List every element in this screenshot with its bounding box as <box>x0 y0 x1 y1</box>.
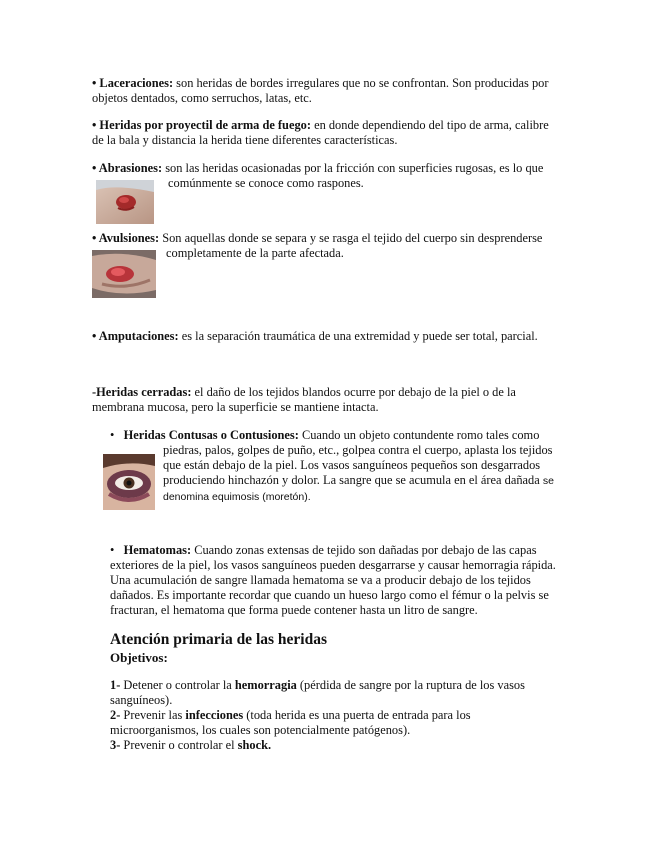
item-contusas <box>110 428 580 443</box>
text-laceraciones: son heridas de bordes irregulares que no se confrontan. Son producidas por objetos dentados, como serruchos, latas, etc. <box>92 76 549 105</box>
abrasion-wound-photo <box>96 180 154 224</box>
term-avulsiones: • Avulsiones: <box>92 231 160 245</box>
text-hematomas-rest: exteriores de la piel, los vasos sanguíneos pueden desgarrarse y causar hemorragia rápida. Una acumulación de sangre llamada hematoma se va a producir debajo de los tejidos dañados. Es importante recordar que cuando un hueso largo como el fémur o la pelvis se fracturan, el hematoma que forma puede contener hasta un litro de sangre. <box>110 558 556 617</box>
bullet-hematomas: • <box>110 543 115 557</box>
bullet-contusas: • <box>110 428 115 442</box>
text-contusas-rest <box>163 443 563 505</box>
text-avulsiones-2: completamente de la parte afectada. <box>166 246 344 260</box>
text-cerradas: el daño de los tejidos blandos ocurre por debajo de la piel o de la membrana mucosa, pero la superficie se mantiene intacta. <box>92 385 516 414</box>
text-contusas-1: Cuando un objeto contundente romo tales como <box>298 428 540 442</box>
term-contusas: Heridas Contusas o Contusiones: <box>123 428 299 442</box>
section-heading-atencion: Atención primaria de las heridas <box>110 631 327 648</box>
item-laceraciones <box>92 76 562 106</box>
goal-2-bold: infecciones <box>185 708 244 722</box>
text-abrasiones-2: comúnmente se conoce como raspones. <box>168 176 364 190</box>
term-hematomas: Hematomas: <box>123 543 192 557</box>
term-cerradas: -Heridas cerradas: <box>92 385 192 399</box>
goal-2-post: (toda herida es una puerta de entrada para los microorganismos, los cuales son potencialmente patógenos). <box>110 708 471 737</box>
item-avulsiones <box>92 231 572 246</box>
text-amputaciones: es la separación traumática de una extremidad y puede ser total, parcial. <box>178 329 538 343</box>
term-abrasiones: • Abrasiones: <box>92 161 163 175</box>
goal-3-number: 3- <box>110 738 121 752</box>
goal-2 <box>110 708 550 738</box>
text-avulsiones-1: Son aquellas donde se separa y se rasga el tejido del cuerpo sin desprenderse <box>159 231 543 245</box>
goal-3-pre: Prevenir o controlar el <box>120 738 238 752</box>
item-abrasiones <box>92 161 572 176</box>
term-proyectil: • Heridas por proyectil de arma de fuego: <box>92 118 311 132</box>
goal-1-bold: hemorragia <box>234 678 297 692</box>
goal-1-number: 1- <box>110 678 121 692</box>
goal-1 <box>110 678 550 708</box>
item-hematomas <box>110 543 580 558</box>
section-heridas-cerradas <box>92 385 562 415</box>
goal-1-pre: Detener o controlar la <box>120 678 235 692</box>
item-amputaciones <box>92 329 572 344</box>
text-abrasiones-1: son las heridas ocasionadas por la fricción con superficies rugosas, es lo que <box>162 161 544 175</box>
text-proyectil: en donde dependiendo del tipo de arma, calibre de la bala y distancia la herida tiene diferentes características. <box>92 118 549 147</box>
goal-2-pre: Prevenir las <box>120 708 186 722</box>
text-hematomas-1: Cuando zonas extensas de tejido son dañadas por debajo de las capas <box>191 543 537 557</box>
goal-3 <box>110 738 550 753</box>
item-proyectil <box>92 118 562 148</box>
subheading-objetivos: Objetivos: <box>110 650 168 665</box>
goal-1-post: (pérdida de sangre por la ruptura de los vasos sanguíneos). <box>110 678 525 707</box>
goal-2-number: 2- <box>110 708 121 722</box>
term-laceraciones: • Laceraciones: <box>92 76 174 90</box>
avulsion-wound-photo <box>92 250 156 298</box>
text-contusas-body: piedras, palos, golpes de puño, etc., golpea contra el cuerpo, aplasta los tejidos que están debajo de la piel. Los vasos sanguíneos pequeños son desgarrados produciendo hinchazón y dolor. La sangre que se acumula en el área dañada <box>163 443 553 487</box>
goal-3-bold: shock. <box>237 738 272 752</box>
bruised-eye-photo <box>103 454 155 510</box>
text-contusas-tail: se denomina equimosis (moretón). <box>163 475 554 503</box>
term-amputaciones: • Amputaciones: <box>92 329 179 343</box>
